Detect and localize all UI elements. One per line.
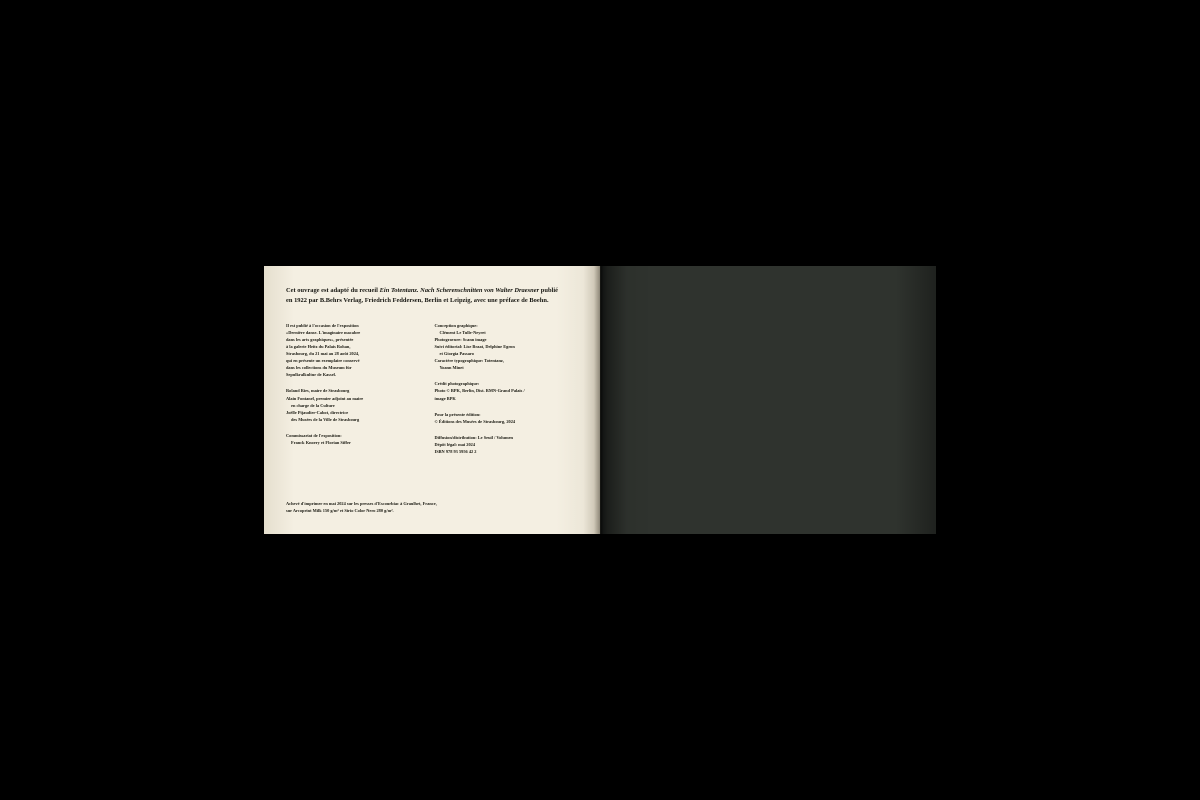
isbn-line: ISBN 978 93 5956 42 2 [434,448,477,454]
curators-names: Franck Knoery et Florian Siffer [291,439,351,445]
printing-line: Achevé d'imprimer en mai 2024 sur les presses d'Escourbiac à Graulhet, France, [286,500,437,506]
exhibition-line: Sepulkralkultur de Kassel. [286,372,336,378]
graphic-design-block [435,322,565,371]
adaptation-note-part2: publié en 1922 par B.Behrs Verlag, Friedrich Feddersen, Berlin et Leipzig, avec une préface de Boehn. [286,287,559,304]
exhibition-line: dans les arts graphiques», présentée [286,337,354,343]
design-line: Yoann Minet [439,365,464,371]
photo-credit-line: Photo © BPK, Berlin, Dist. RMN-Grand Palais / [434,388,525,394]
adaptation-note [286,286,560,305]
left-page-colophon [264,266,600,534]
edition-block [435,411,565,425]
official-line: Joëlle Pijaudier-Cabot, directrice [286,409,349,415]
design-line: et Giorgia Passaro [439,351,474,357]
distribution-block [435,434,565,455]
photo-credit-line: Crédit photographique: [434,381,480,387]
edition-line: Pour la présente édition: [434,411,481,417]
legal-deposit-line: Dépôt légal: mai 2024 [434,441,476,447]
curators-block [286,432,416,446]
exhibition-line: à la galerie Heitz du Palais Rohan, [286,344,351,350]
exhibition-block [286,322,416,378]
exhibition-line: «Dernière danse. L'imaginaire macabre [286,330,361,336]
official-line: Alain Fontanel, premier adjoint au maire [286,395,364,401]
design-line: Photogravure: Scann image [434,337,487,343]
adaptation-note-part1: Cet ouvrage est adapté du recueil [286,287,380,294]
design-line: Caractère typographique: Totentanz, [434,358,504,364]
printing-colophon [286,500,548,514]
design-line: Suivi éditorial: Lise Braat, Delphine Egron [434,344,515,350]
official-line: en charge de la Culture [291,402,335,408]
distribution-line: Diffusion/distribution: Le Seuil / Volumen [434,434,513,440]
photo-credit-block [435,380,565,401]
exhibition-line: dans les collections du Museum für [286,365,352,371]
curators-label: Commissariat de l'exposition: [286,432,342,438]
colophon-column-left [286,322,416,454]
city-officials-block [286,387,416,422]
colophon-columns [286,322,564,454]
photo-credit-line: image BPK [434,395,456,401]
exhibition-line: qui en présente un exemplaire conservé [286,358,360,364]
source-title-italic: Ein Totentanz. Nach Scherenschnitten von Walter Draesner [379,287,540,294]
edition-line: © Éditions des Musées de Strasbourg, 2024 [434,418,516,424]
official-line: Roland Ries, maire de Strasbourg [286,388,350,394]
exhibition-line: Il est publié à l'occasion de l'exposition [286,323,359,329]
paper-line: sur Arcoprint Milk 150 g/m² et Sirio Color Nero 280 g/m². [286,507,394,513]
colophon-column-right [435,322,565,454]
exhibition-line: Strasbourg, du 21 mai au 28 août 2024, [286,351,360,357]
design-line: Clément Le Tulle-Neyret [439,330,486,336]
right-page-dark [600,266,936,534]
book-spread [264,266,936,534]
design-line: Conception graphique: [434,323,478,329]
official-line: des Musées de la Ville de Strasbourg [291,416,360,422]
